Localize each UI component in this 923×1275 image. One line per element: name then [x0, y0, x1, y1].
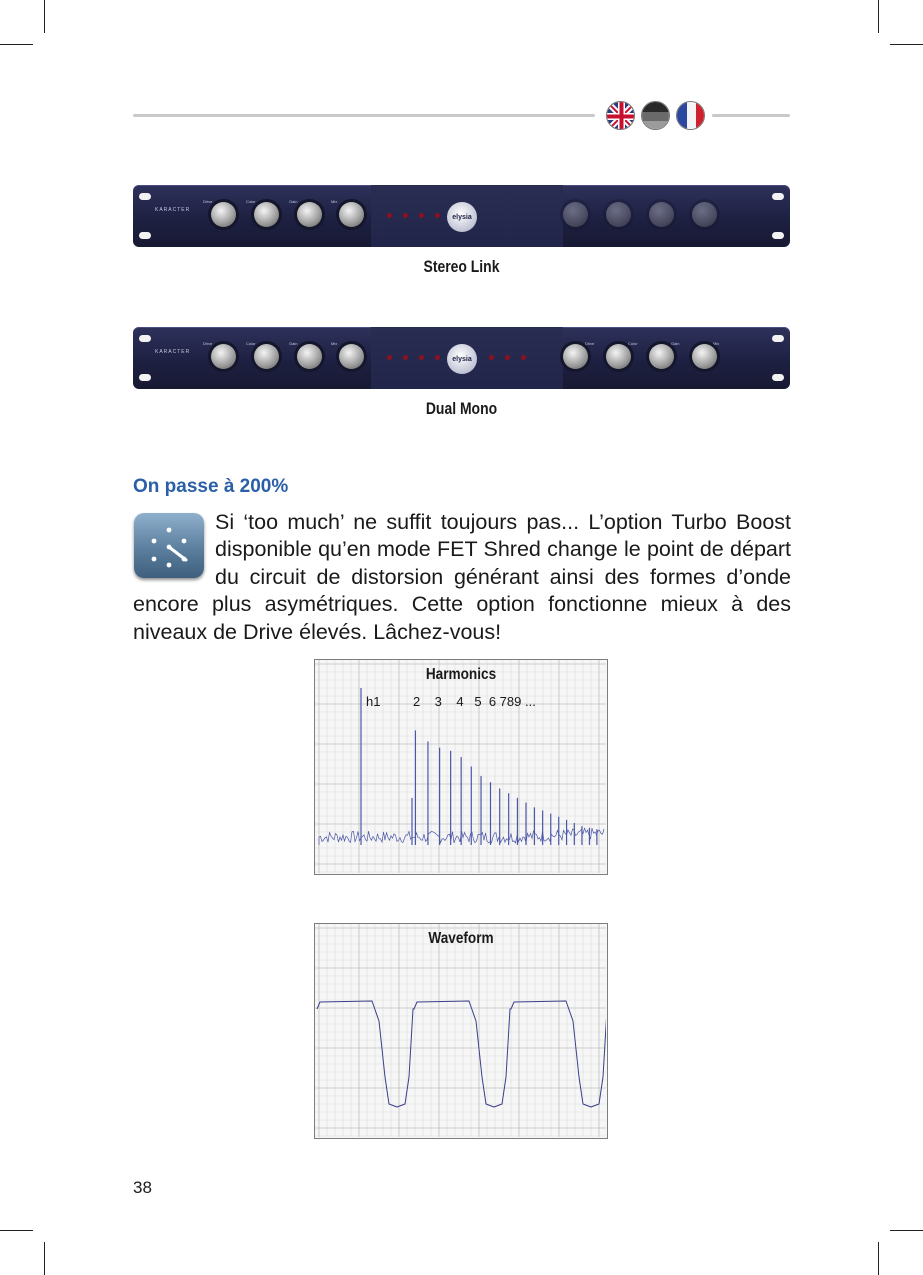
gain-knob[interactable] [297, 202, 322, 227]
drive-knob-linked [563, 202, 588, 227]
color-knob-linked [606, 202, 631, 227]
waveform-chart [314, 923, 608, 1139]
section-heading: On passe à 200% [133, 476, 289, 497]
harmonics-chart [314, 659, 608, 875]
led [521, 355, 526, 360]
drive-knob-right[interactable] [563, 344, 588, 369]
led [403, 213, 408, 218]
led [419, 213, 424, 218]
led [489, 355, 494, 360]
crop-mark [44, 1242, 45, 1275]
color-label: Color [246, 199, 256, 204]
crop-mark [0, 44, 33, 45]
color-knob-right[interactable] [606, 344, 631, 369]
drive-knob[interactable] [211, 202, 236, 227]
harmonics-plot [315, 660, 606, 873]
drive-knob[interactable] [211, 344, 236, 369]
crop-mark [878, 0, 879, 33]
rack-brand: KARACTER [155, 349, 191, 355]
crop-mark [890, 1230, 923, 1231]
mix-label-right: Mix [713, 341, 720, 346]
drive-label-right: Drive [585, 341, 595, 346]
header-rule [712, 114, 790, 117]
rack-hole [139, 193, 151, 200]
elysia-logo: elysia [447, 344, 477, 374]
waveform-title: Waveform [428, 930, 494, 947]
color-knob[interactable] [254, 344, 279, 369]
gain-label-right: Gain [671, 341, 680, 346]
led [387, 213, 392, 218]
crop-mark [44, 0, 45, 33]
led [505, 355, 510, 360]
mix-label: Mix [331, 199, 338, 204]
drive-label: Drive [203, 199, 213, 204]
rack-stereo-link [133, 185, 790, 247]
mix-label: Mix [331, 341, 338, 346]
mix-knob[interactable] [339, 202, 364, 227]
mix-knob-linked [692, 202, 717, 227]
crop-mark [0, 1230, 33, 1231]
rack-hole [139, 335, 151, 342]
drive-label: Drive [203, 341, 213, 346]
stereo-link-caption: Stereo Link [423, 257, 500, 276]
led [435, 213, 440, 218]
crop-mark [890, 44, 923, 45]
rack-brand: KARACTER [155, 207, 191, 213]
rack-hole [772, 374, 784, 381]
gain-label: Gain [289, 199, 298, 204]
germany-flag-icon[interactable] [641, 101, 670, 130]
waveform-plot [315, 924, 606, 1137]
led [419, 355, 424, 360]
elysia-logo: elysia [447, 202, 477, 232]
led [435, 355, 440, 360]
rack-hole [772, 232, 784, 239]
body-text: Si ‘too much’ ne suffit toujours pas... L’option Turbo Boost disponible qu’en mode FET Shred change le point de départ du circuit de distorsion générant ainsi des formes d’onde encore plus asymétriques. Cette option fonctionne mieux à des niveaux de Drive élevés. Lâchez-vous! [133, 510, 791, 644]
mix-knob-right[interactable] [692, 344, 717, 369]
body-paragraph [133, 509, 791, 646]
rack-hole [139, 374, 151, 381]
uk-flag-icon[interactable] [606, 101, 635, 130]
gain-knob[interactable] [297, 344, 322, 369]
france-flag-icon[interactable] [676, 101, 705, 130]
icon-spacer [133, 509, 215, 591]
harmonics-title: Harmonics [425, 666, 497, 683]
page-number: 38 [133, 1178, 152, 1197]
mix-knob[interactable] [339, 344, 364, 369]
rack-hole [139, 232, 151, 239]
rack-dual-mono [133, 327, 790, 389]
led [403, 355, 408, 360]
harmonics-labels: h1 2 3 4 5 6 789 ... [366, 694, 536, 709]
rack-hole [772, 193, 784, 200]
led [387, 355, 392, 360]
dual-mono-caption: Dual Mono [425, 399, 498, 418]
gain-knob-right[interactable] [649, 344, 674, 369]
color-knob[interactable] [254, 202, 279, 227]
header-rule [133, 114, 595, 117]
color-label: Color [246, 341, 256, 346]
waveform-line [317, 1001, 606, 1107]
gain-label: Gain [289, 341, 298, 346]
crop-mark [878, 1242, 879, 1275]
rack-hole [772, 335, 784, 342]
gain-knob-linked [649, 202, 674, 227]
color-label-right: Color [628, 341, 638, 346]
